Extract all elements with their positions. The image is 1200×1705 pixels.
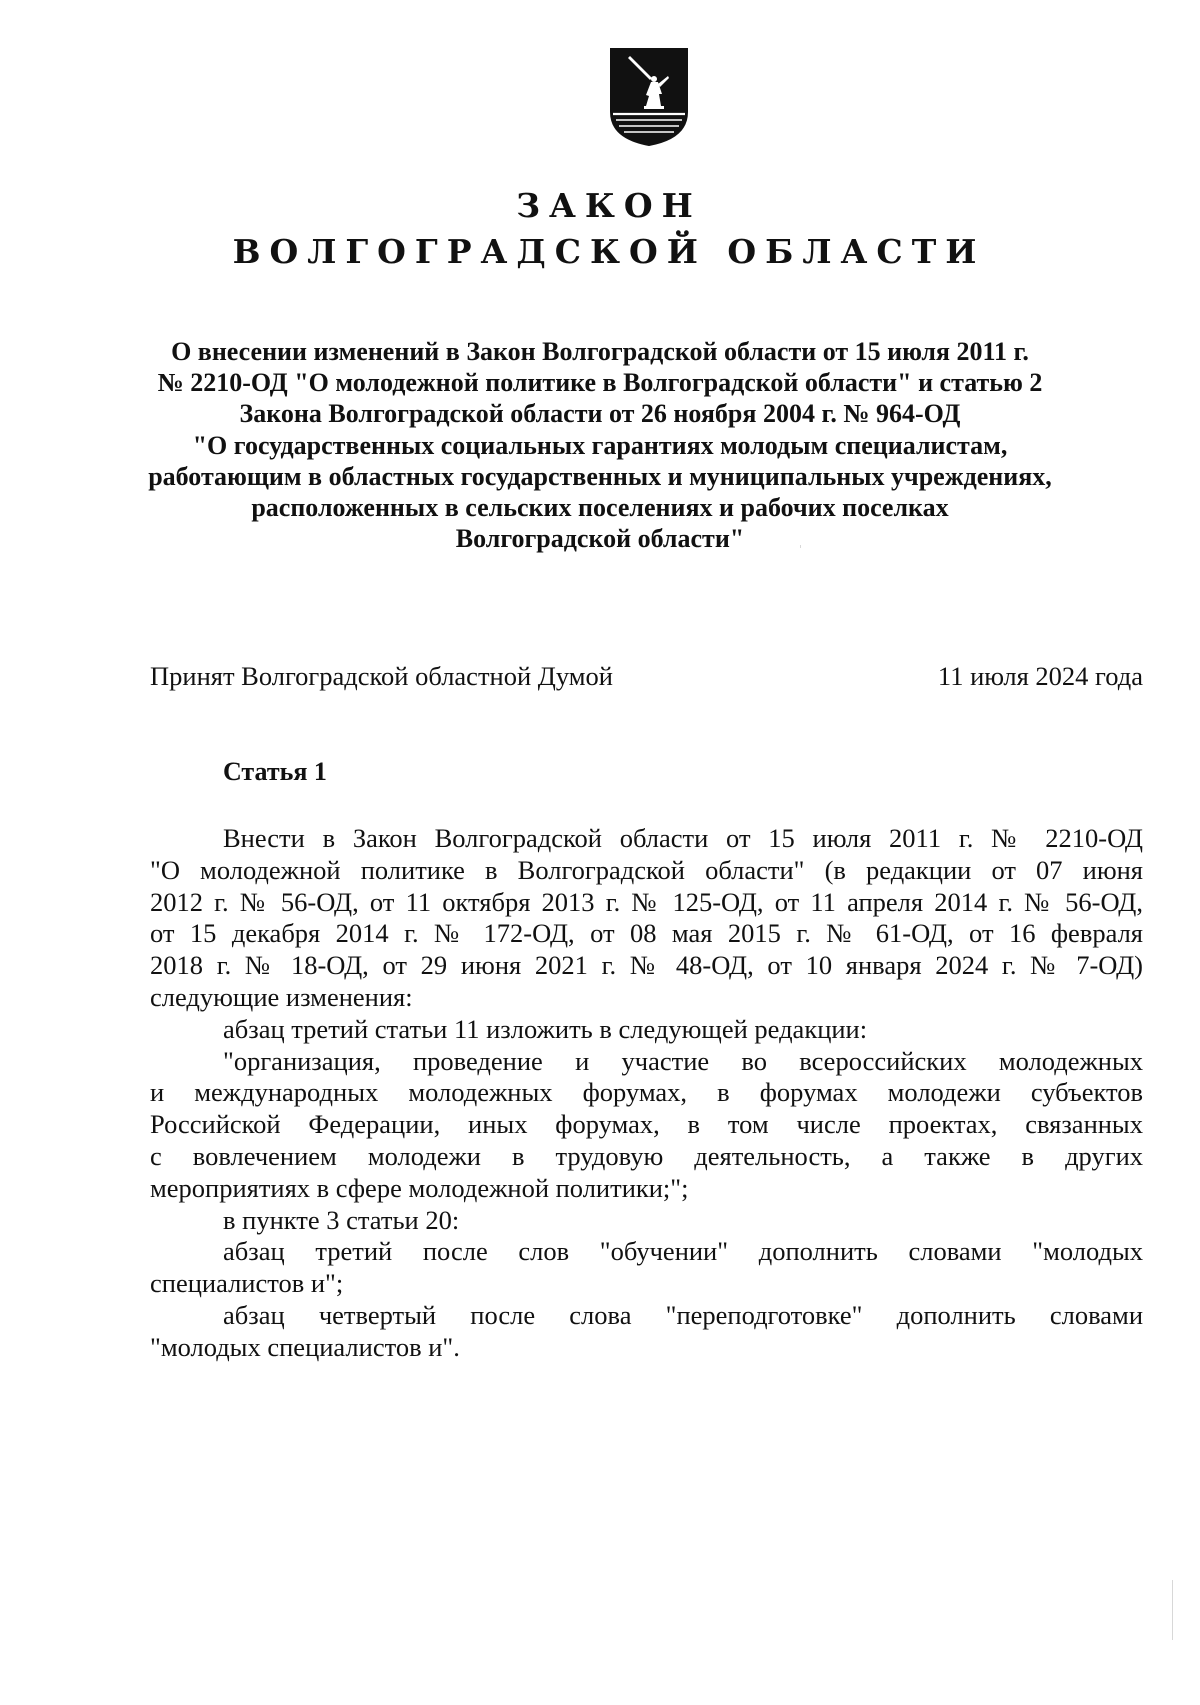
- adopted-by: Принят Волгоградской областной Думой: [150, 661, 613, 691]
- law-region-title: ВОЛГОГРАДСКОЙ ОБЛАСТИ: [232, 232, 986, 271]
- subject-line: № 2210-ОД "О молодежной политике в Волгоградской области" и статью 2: [157, 368, 1043, 398]
- body-line: Внести в Закон Волгоградской области от 15 июля 2011 г. № 2210-ОД: [223, 823, 1143, 853]
- body-line: и международных молодежных форумах, в форумах молодежи субъектов: [150, 1077, 1143, 1108]
- adoption-row: [150, 660, 1143, 692]
- adoption-date: 11 июля 2024 года: [937, 661, 1143, 691]
- law-title: ЗАКОН: [516, 186, 702, 225]
- body-line: Российской Федерации, иных форумах, в том числе проектах, связанных: [150, 1109, 1143, 1140]
- body-line: следующие изменения:: [150, 981, 413, 1012]
- body-line: абзац третий статьи 11 изложить в следующей редакции:: [223, 1013, 868, 1044]
- body-line: мероприятиях в сфере молодежной политики;";: [150, 1172, 689, 1203]
- article-body: [150, 823, 1143, 1364]
- subject-line: "О государственных социальных гарантиях молодым специалистам,: [192, 430, 1008, 460]
- subject-line: работающим в областных государственных и муниципальных учреждениях,: [148, 461, 1052, 491]
- body-line: "организация, проведение и участие во всероссийских молодежных: [223, 1045, 1143, 1076]
- body-line: в пункте 3 статьи 20:: [223, 1204, 460, 1235]
- volgograd-coat-of-arms-icon: [608, 46, 690, 148]
- subject-line: Закона Волгоградской области от 26 ноября 2004 г. № 964-ОД: [239, 399, 961, 429]
- law-subject: [0, 336, 1200, 554]
- body-line: 2012 г. № 56-ОД, от 11 октября 2013 г. № 125-ОД, от 11 апреля 2014 г. № 56-ОД,: [150, 886, 1143, 917]
- body-line: от 15 декабря 2014 г. № 172-ОД, от 08 мая 2015 г. № 61-ОД, от 16 февраля: [150, 918, 1143, 949]
- scan-artifact: [800, 545, 801, 548]
- subject-line: Волгоградской области": [455, 524, 745, 554]
- subject-line: О внесении изменений в Закон Волгоградской области от 15 июля 2011 г.: [171, 337, 1029, 366]
- body-line: с вовлечением молодежи в трудовую деятельность, а также в других: [150, 1140, 1143, 1171]
- subject-line: расположенных в сельских поселениях и рабочих поселках: [251, 493, 949, 523]
- scan-artifact: [1172, 1580, 1173, 1640]
- body-line: 2018 г. № 18-ОД, от 29 июня 2021 г. № 48-ОД, от 10 января 2024 г. № 7-ОД): [150, 950, 1143, 981]
- body-line: "молодых специалистов и".: [150, 1331, 460, 1362]
- body-line: специалистов и";: [150, 1268, 344, 1299]
- body-line: "О молодежной политике в Волгоградской области" (в редакции от 07 июня: [150, 854, 1143, 885]
- article-heading: Статья 1: [223, 757, 327, 786]
- body-line: абзац четвертый после слова "переподготовке" дополнить словами: [223, 1299, 1143, 1330]
- body-line: абзац третий после слов "обучении" дополнить словами "молодых: [223, 1236, 1143, 1267]
